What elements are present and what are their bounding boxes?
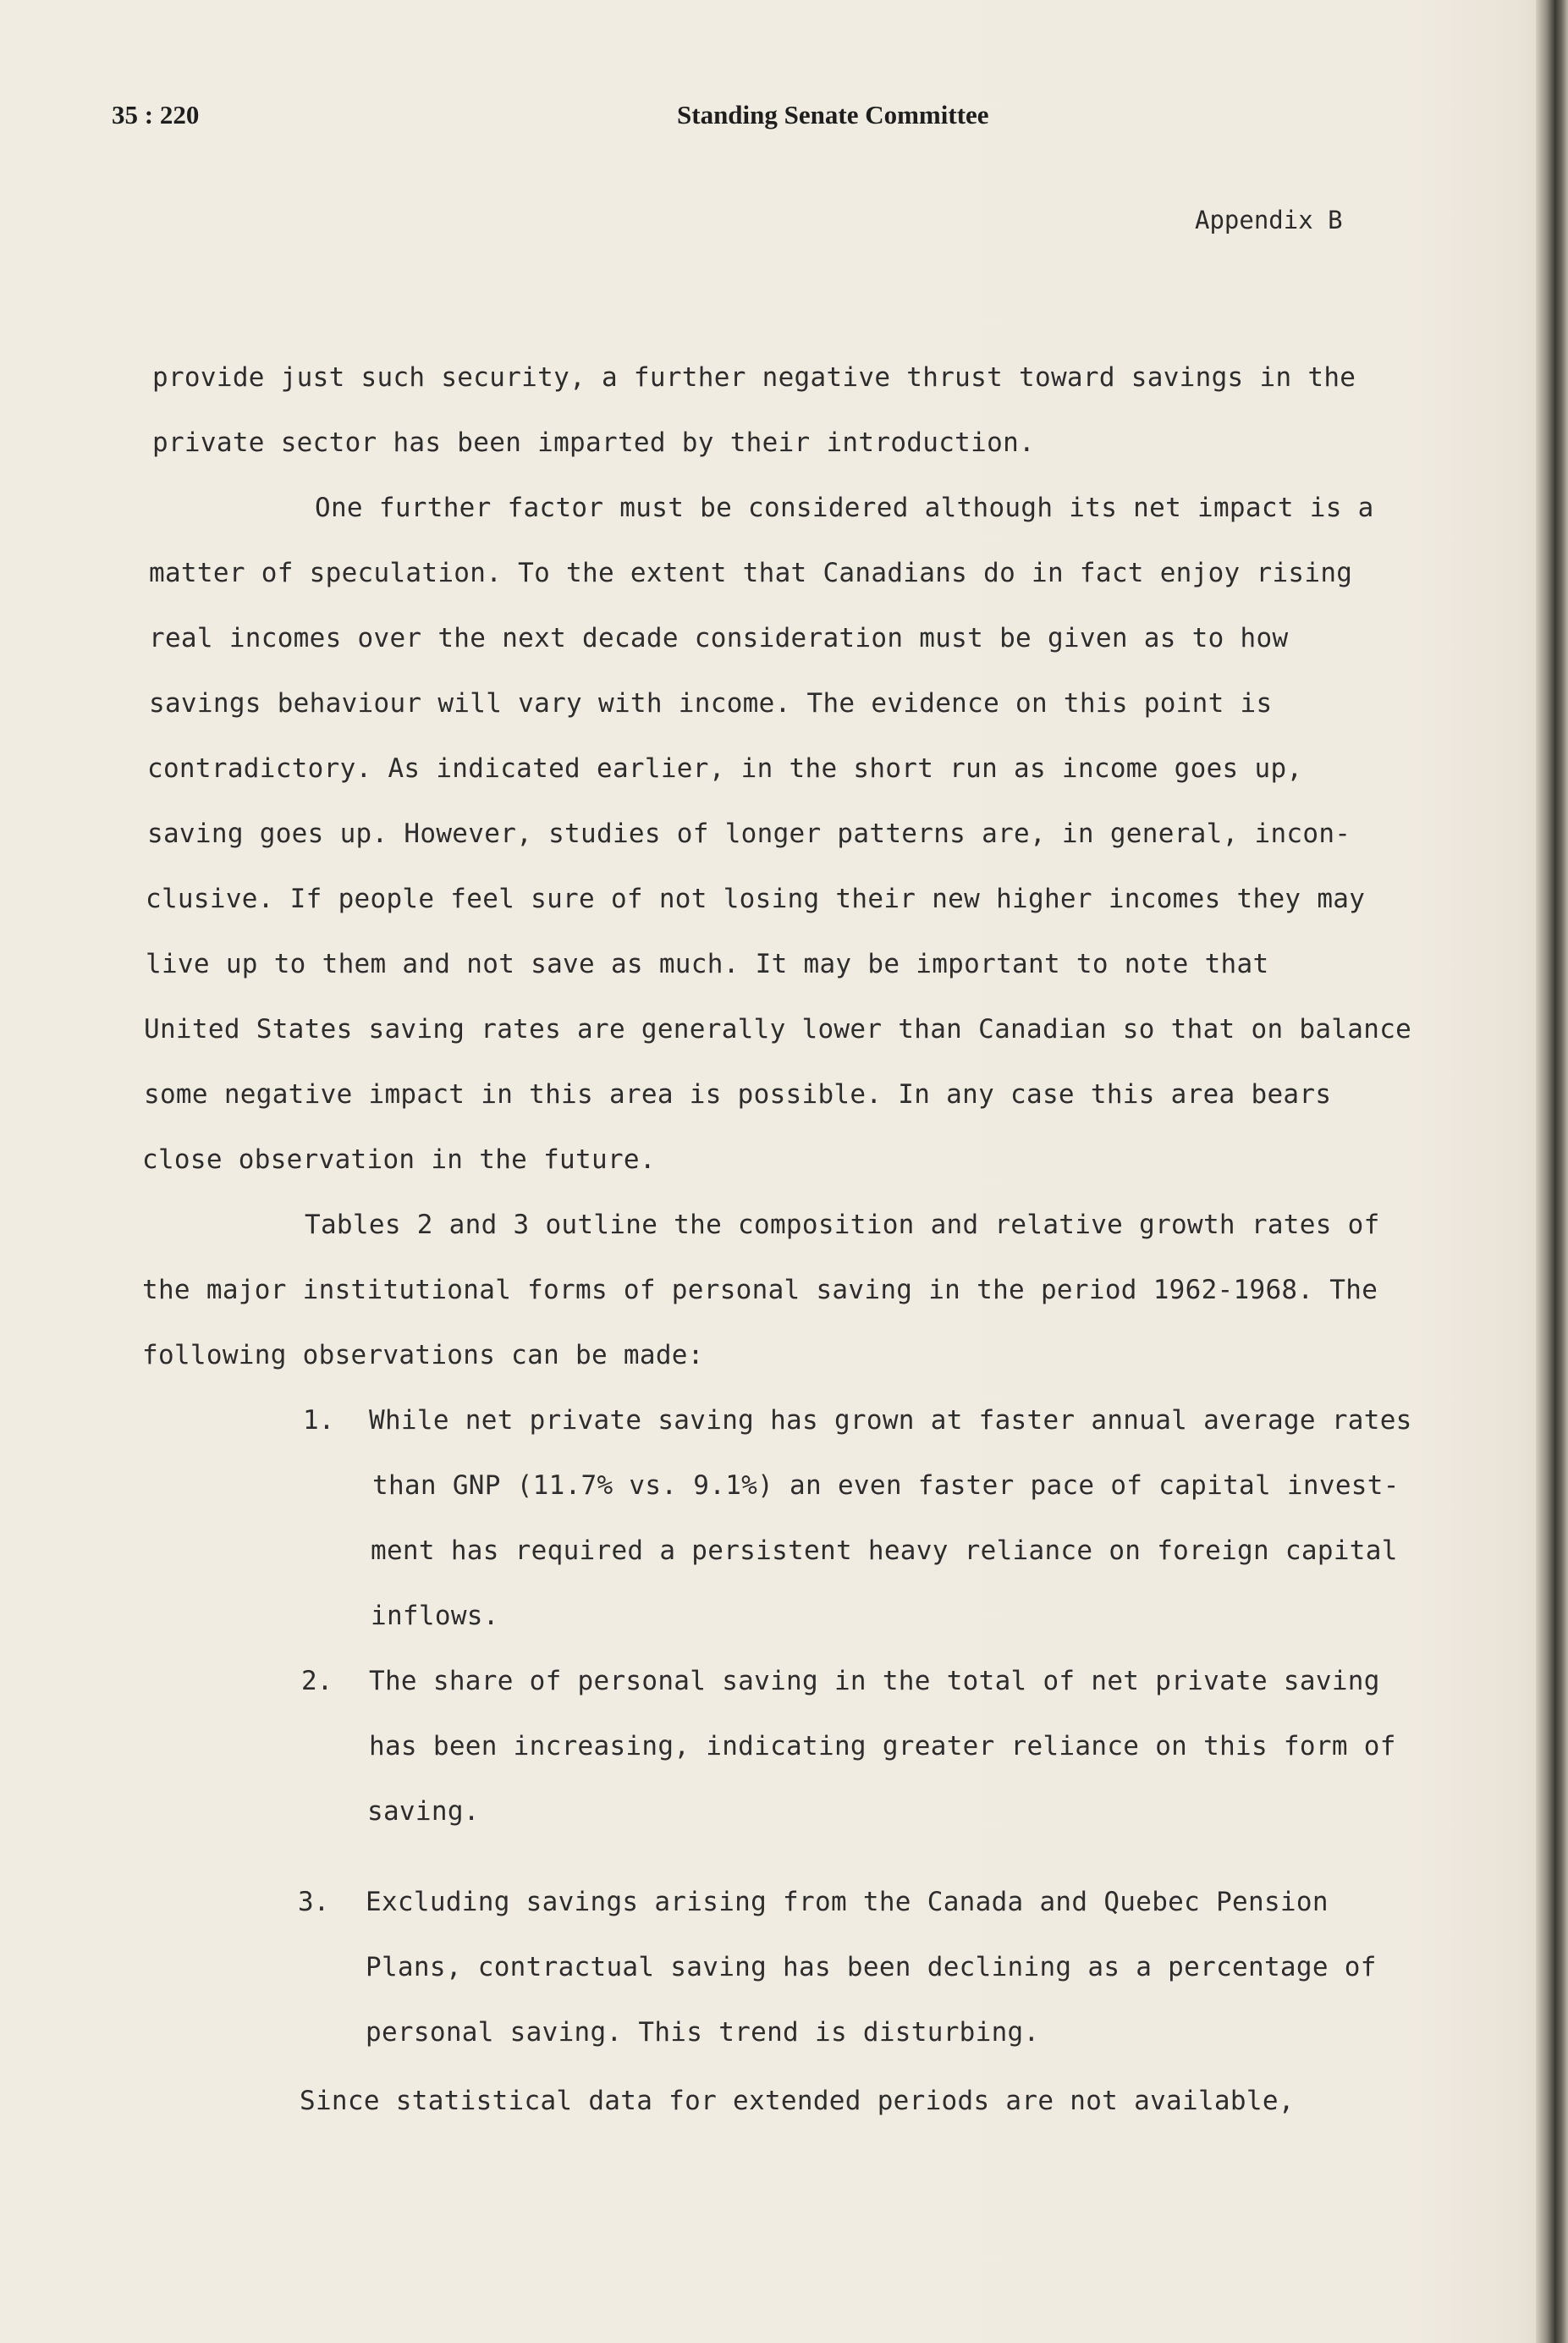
page-number: 35 : 220 — [112, 100, 200, 130]
running-title: Standing Senate Committee — [677, 100, 989, 130]
page-header — [112, 100, 1381, 142]
paragraph-2-line: some negative impact in this area is possible. In any case this area bears — [144, 1079, 1332, 1110]
closing-line: Since statistical data for extended periods are not available, — [300, 2086, 1295, 2116]
paragraph-2-line: clusive. If people feel sure of not losing their new higher incomes they may — [146, 884, 1366, 914]
observation-3-line: Excluding savings arising from the Canada and Quebec Pension — [366, 1887, 1329, 1917]
appendix-label: Appendix B — [1195, 206, 1343, 234]
observation-1-line: inflows. — [371, 1601, 499, 1631]
paragraph-2-line: contradictory. As indicated earlier, in the short run as income goes up, — [147, 753, 1303, 784]
paragraph-2-line: saving goes up. However, studies of longer patterns are, in general, incon- — [147, 819, 1351, 849]
paragraph-2-line: savings behaviour will vary with income. The evidence on this point is — [149, 688, 1273, 719]
observation-3-line: personal saving. This trend is disturbing. — [366, 2017, 1040, 2048]
observation-2-line: saving. — [367, 1796, 480, 1827]
page-binding-edge — [1536, 0, 1568, 2343]
observation-1-line: than GNP (11.7% vs. 9.1%) an even faster pace of capital invest- — [372, 1470, 1400, 1501]
observation-1-line: While net private saving has grown at faster annual average rates — [369, 1405, 1412, 1436]
paragraph-2-line: One further factor must be considered although its net impact is a — [315, 493, 1374, 523]
paragraph-3-line: following observations can be made: — [142, 1340, 704, 1370]
paragraph-2-line: matter of speculation. To the extent that Canadians do in fact enjoy rising — [149, 558, 1353, 588]
paragraph-3-line: the major institutional forms of personal saving in the period 1962-1968. The — [142, 1275, 1378, 1305]
paragraph-2-line: close observation in the future. — [142, 1144, 656, 1175]
paragraph-2-line: United States saving rates are generally lower than Canadian so that on balance — [144, 1014, 1412, 1045]
paragraph-1-line: provide just such security, a further negative thrust toward savings in the — [152, 362, 1356, 393]
observation-number: 2. — [301, 1666, 333, 1696]
observation-2-line: has been increasing, indicating greater reliance on this form of — [369, 1731, 1396, 1761]
paragraph-2-line: live up to them and not save as much. It may be important to note that — [146, 949, 1269, 979]
observation-1-line: ment has required a persistent heavy reliance on foreign capital — [371, 1535, 1398, 1566]
paragraph-1-line: private sector has been imparted by their introduction. — [152, 427, 1035, 458]
paragraph-3-line: Tables 2 and 3 outline the composition and relative growth rates of — [305, 1210, 1380, 1240]
observation-number: 1. — [303, 1405, 335, 1436]
observation-2-line: The share of personal saving in the total of net private saving — [369, 1666, 1380, 1696]
observation-number: 3. — [298, 1887, 330, 1917]
paragraph-2-line: real incomes over the next decade consideration must be given as to how — [149, 623, 1289, 653]
observation-3-line: Plans, contractual saving has been declining as a percentage of — [366, 1952, 1377, 1982]
